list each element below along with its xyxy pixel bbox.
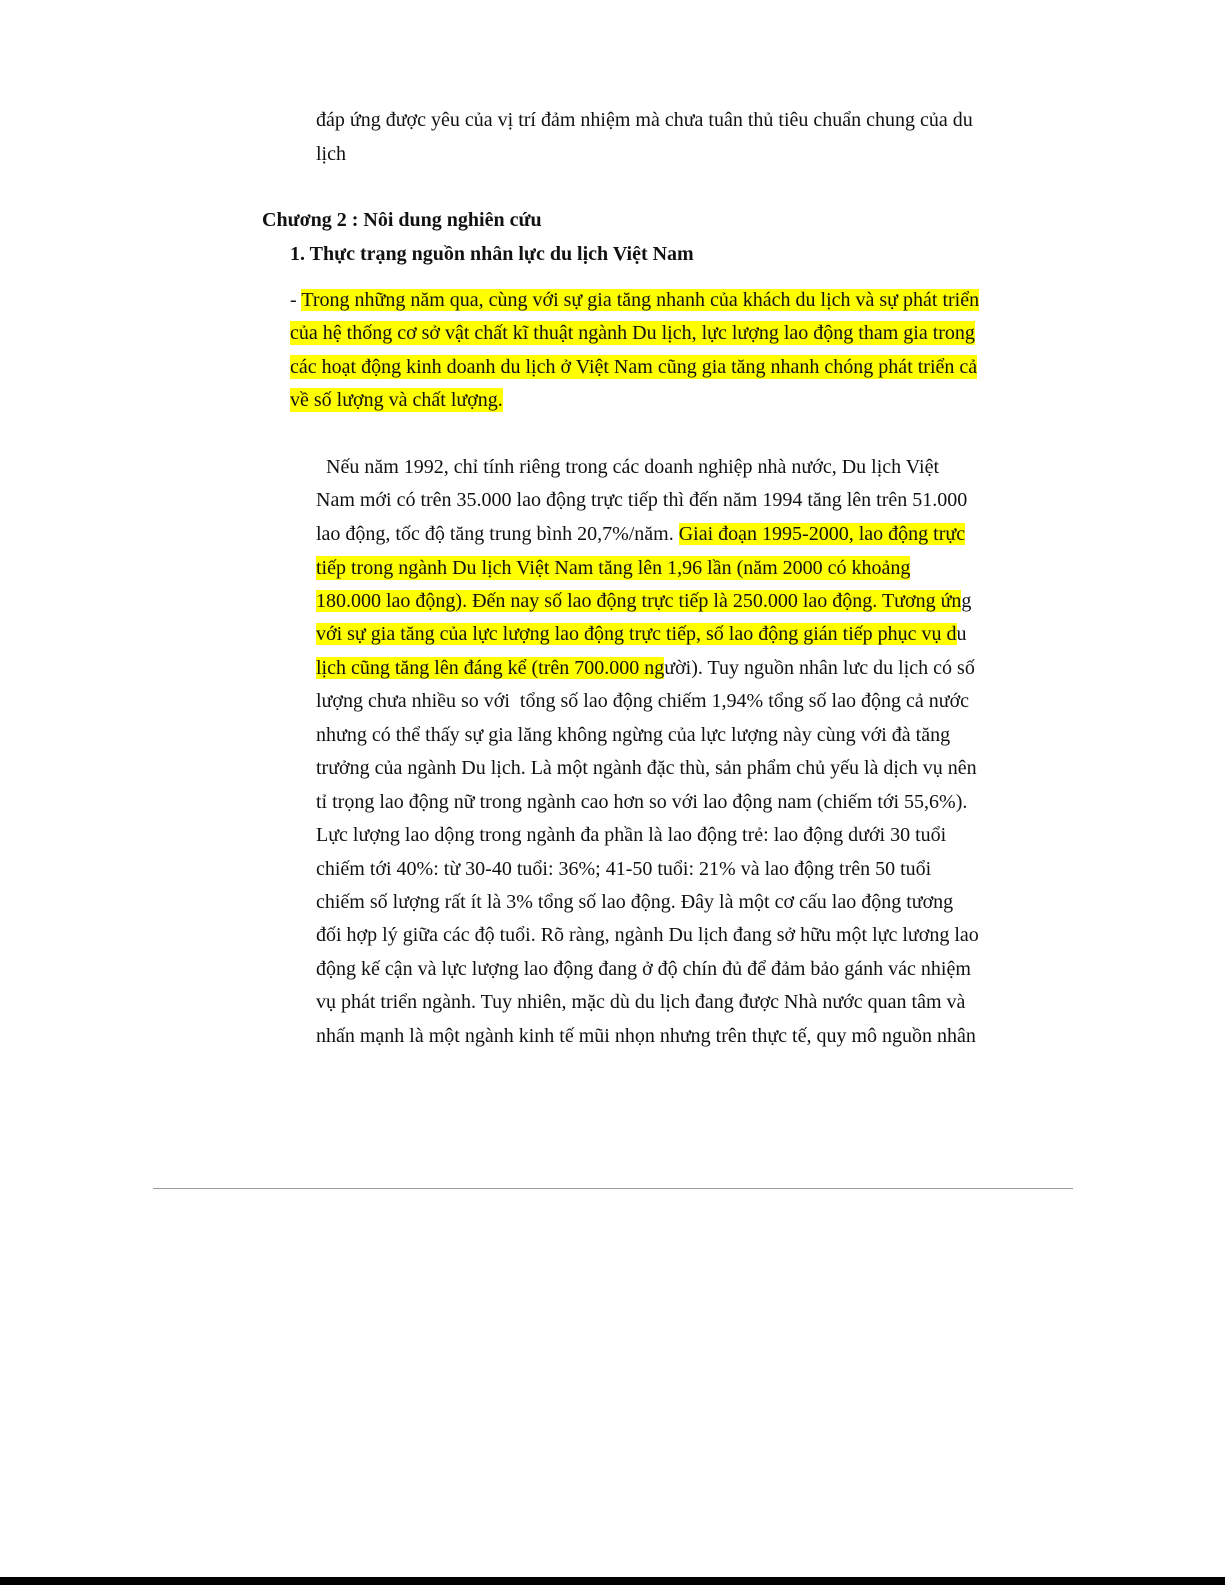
body-line: nhấn mạnh là một ngành kinh tế mũi nhọn nhưng trên thực tế, quy mô nguồn nhân — [316, 1025, 976, 1047]
body-text: ười). Tuy nguồn nhân lưc du lịch có số — [664, 657, 975, 679]
body-line: Nam mới có trên 35.000 lao động trực tiếp thì đến năm 1994 tăng lên trên 51.000 — [316, 489, 968, 511]
body-line: lượng chưa nhiều so với tổng số lao động chiếm 1,94% tổng số lao động cả nước — [316, 690, 970, 712]
bullet-dash: - — [290, 289, 302, 311]
paragraph-line: đáp ứng được yêu của vị trí đảm nhiệm mà chưa tuân thủ tiêu chuẩn chung của du — [316, 109, 973, 131]
bottom-edge-bar — [0, 1577, 1225, 1585]
body-line: trưởng của ngành Du lịch. Là một ngành đặc thù, sản phẩm chủ yếu là dịch vụ nên — [316, 757, 977, 779]
highlighted-text: Giai đoạn 1995-2000, lao động trực — [678, 523, 966, 545]
body-line — [316, 656, 975, 680]
body-line: nhưng có thể thấy sự gia lăng không ngừng của lực lượng này cùng với đà tăng — [316, 724, 951, 746]
chapter-heading: Chương 2 : Nôi dung nghiên cứu — [262, 209, 542, 231]
highlighted-text: 180.000 lao động). Đến nay số lao động trực tiếp là 250.000 lao động. Tương ứn — [316, 590, 962, 612]
body-line: vụ phát triển ngành. Tuy nhiên, mặc dù du lịch đang được Nhà nước quan tâm và — [316, 991, 966, 1013]
highlighted-text: lịch cũng tăng lên đáng kể (trên 700.000 ng — [316, 657, 665, 679]
body-text: lao động, tốc độ tăng trung bình 20,7%/năm. — [316, 523, 679, 545]
body-text: u — [956, 623, 967, 645]
highlight-line — [290, 288, 979, 312]
body-line: chiếm tới 40%: từ 30-40 tuổi: 36%; 41-50 tuổi: 21% và lao động trên 50 tuổi — [316, 858, 932, 880]
paragraph-line: lịch — [316, 143, 346, 165]
body-line: chiếm số lượng rất ít là 3% tổng số lao động. Đây là một cơ cấu lao động tương — [316, 891, 954, 913]
page-separator — [153, 1188, 1073, 1189]
highlighted-text: Trong những năm qua, cùng với sự gia tăng nhanh của khách du lịch và sự phát triển — [301, 289, 980, 311]
highlight-line: của hệ thống cơ sở vật chất kĩ thuật ngành Du lịch, lực lượng lao động tham gia trong — [290, 322, 975, 344]
body-line: động kế cận và lực lượng lao động đang ở độ chín đủ để đảm bảo gánh vác nhiệm — [316, 958, 971, 980]
body-line — [316, 589, 971, 613]
highlight-line: về số lượng và chất lượng. — [290, 389, 503, 411]
body-text: g — [961, 590, 972, 612]
highlight-line: tiếp trong ngành Du lịch Việt Nam tăng lên 1,96 lần (năm 2000 có khoảng — [316, 557, 911, 579]
body-line: tỉ trọng lao động nữ trong ngành cao hơn so với lao động nam (chiếm tới 55,6%). — [316, 791, 968, 813]
body-line — [316, 522, 965, 546]
highlighted-text: với sự gia tăng của lực lượng lao động trực tiếp, số lao động gián tiếp phục vụ d — [316, 623, 957, 645]
body-line — [316, 622, 967, 646]
body-line: Nếu năm 1992, chỉ tính riêng trong các doanh nghiệp nhà nước, Du lịch Việt — [316, 456, 940, 478]
highlight-line: các hoạt động kinh doanh du lịch ở Việt Nam cũng gia tăng nhanh chóng phát triển cả — [290, 356, 978, 378]
body-line: đối hợp lý giữa các độ tuổi. Rõ ràng, ngành Du lịch đang sở hữu một lực lương lao — [316, 924, 979, 946]
section-heading: 1. Thực trạng nguồn nhân lực du lịch Việt Nam — [290, 243, 694, 265]
body-line: Lực lượng lao dộng trong ngành đa phần là lao động trẻ: lao động dưới 30 tuổi — [316, 824, 947, 846]
